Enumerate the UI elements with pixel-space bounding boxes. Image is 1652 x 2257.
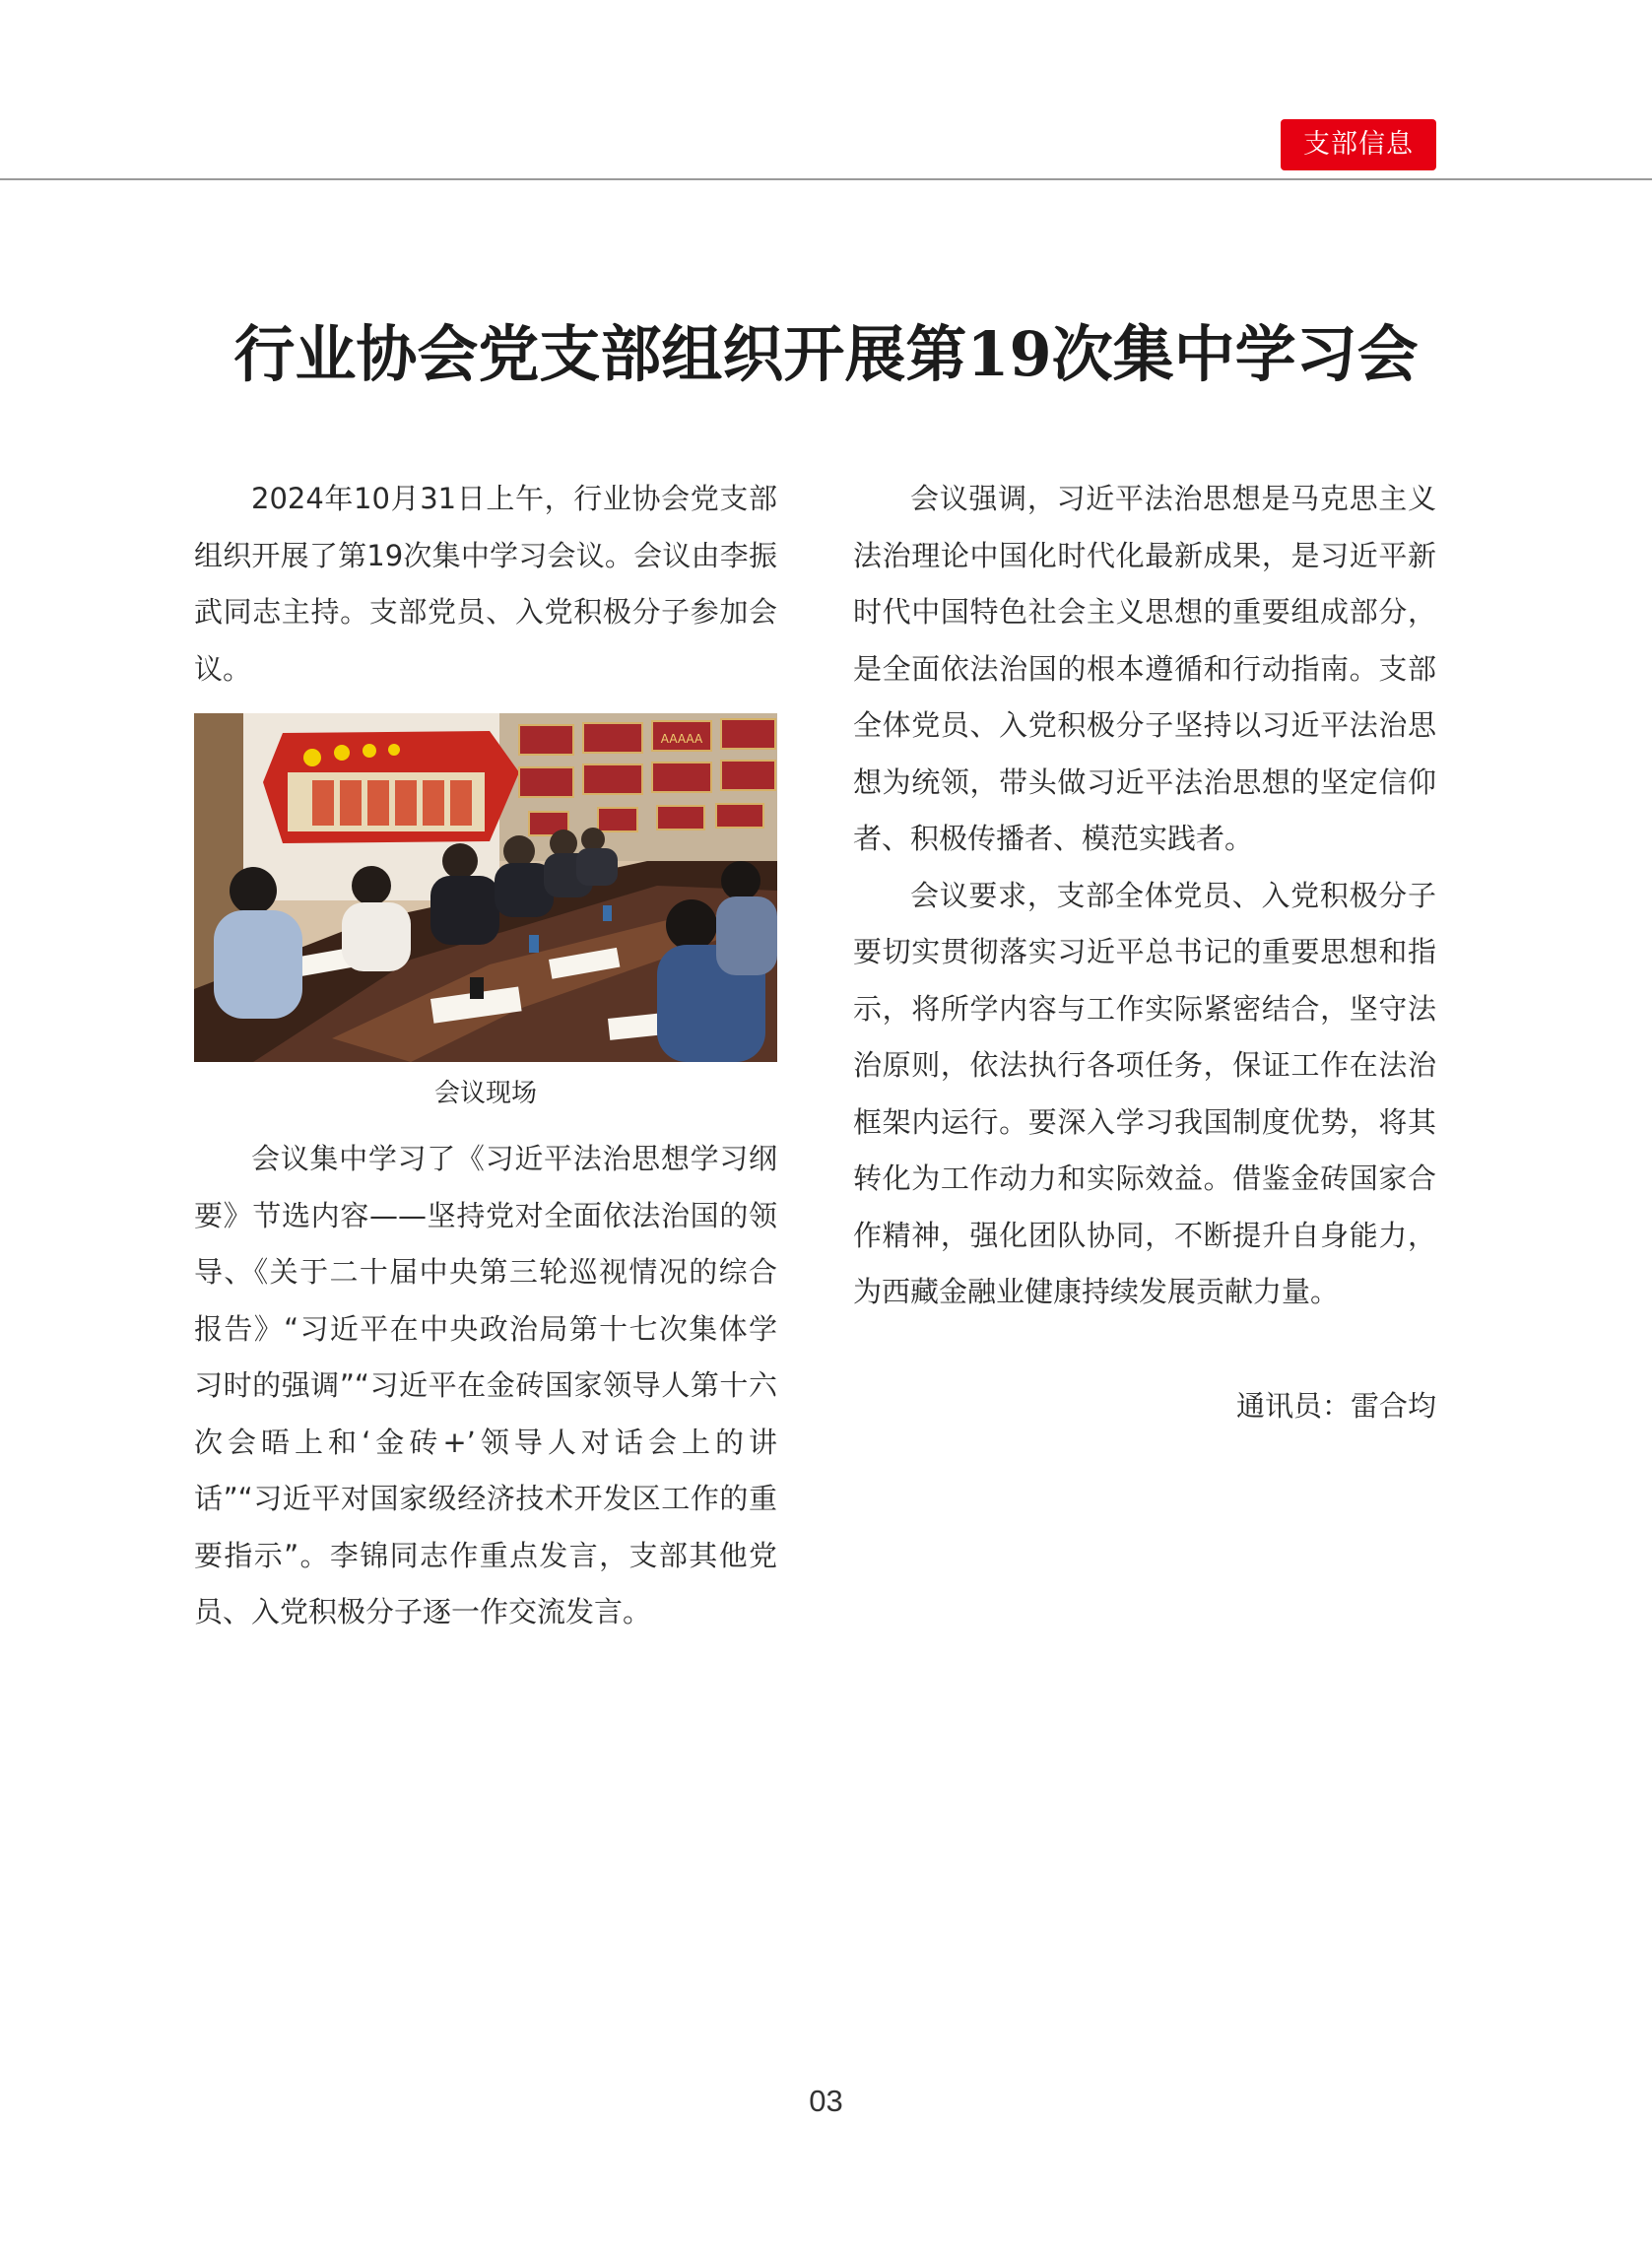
photo-caption: 会议现场 — [433, 1079, 537, 1108]
plaque-text: AAAAA — [660, 732, 703, 746]
right-column — [853, 471, 1436, 1434]
page-number: 03 — [809, 2084, 843, 2118]
header-rule — [0, 178, 1652, 180]
meeting-photo — [194, 713, 777, 1062]
left-column — [194, 471, 777, 1641]
meeting-photo-figure — [194, 713, 777, 1113]
section-tag: 支部信息 — [1281, 119, 1436, 170]
paragraph-study: 会议集中学习了《习近平法治思想学习纲要》节选内容——坚持党对全面依法治国的领导、《关于二十届中央第三轮巡视情况的综合报告》“习近平在中央政治局第十七次集体学习时的强调”“习近平在金砖国家领导人第十六次会晤上和‘金砖+’领导人对话会上的讲话”“习近平对国家级经济技术开发区工作的重要指示”。李锦同志作重点发言，支部其他党员、入党积极分子逐一作交流发言。 — [194, 1142, 777, 1628]
article-title: 行业协会党支部组织开展第19次集中学习会 — [233, 318, 1419, 390]
paragraph-intro: 2024年10月31日上午，行业协会党支部组织开展了第19次集中学习会议。会议由李振武同志主持。支部党员、入党积极分子参加会议。 — [194, 482, 777, 686]
paragraph-requirements: 会议要求，支部全体党员、入党积极分子要切实贯彻落实习近平总书记的重要思想和指示，将所学内容与工作实际紧密结合，坚守法治原则，依法执行各项任务，保证工作在法治框架内运行。要深入学习我国制度优势，将其转化为工作动力和实际效益。借鉴金砖国家合作精神，强化团队协同，不断提升自身能力，为西藏金融业健康持续发展贡献力量。 — [853, 878, 1436, 1308]
paragraph-emphasis: 会议强调，习近平法治思想是马克思主义法治理论中国化时代化最新成果，是习近平新时代中国特色社会主义思想的重要组成部分，是全面依法治国的根本遵循和行动指南。支部全体党员、入党积极分子坚持以习近平法治思想为统领，带头做习近平法治思想的坚定信仰者、积极传播者、模范实践者。 — [853, 482, 1436, 855]
reporter-credit: 通讯员：雷合均 — [1235, 1388, 1436, 1423]
